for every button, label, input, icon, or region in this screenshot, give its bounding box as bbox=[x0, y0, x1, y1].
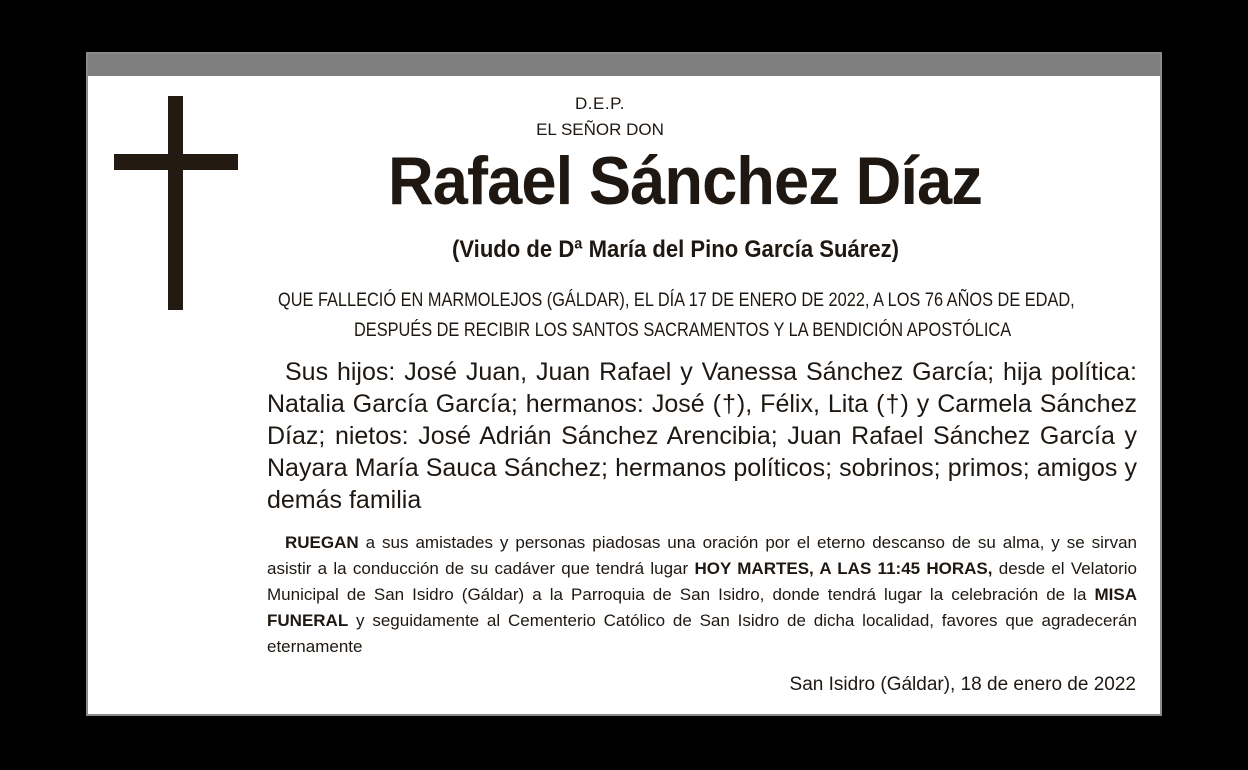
prayer-lead: RUEGAN bbox=[285, 533, 359, 552]
cross-icon bbox=[114, 96, 238, 310]
place-date: San Isidro (Gáldar), 18 de enero de 2022 bbox=[789, 674, 1136, 695]
family-paragraph: Sus hijos: José Juan, Juan Rafael y Vanessa Sánchez García; hija política: Natalia García García; hermanos: José (†), Félix, Lita (†) y Carmela Sánchez Díaz; nietos: José Adrián Sánchez Arencibia; Juan Rafael Sánchez García y Nayara María Sauca Sánchez; hermanos políticos; sobrinos; primos; amigos y demás familia bbox=[267, 358, 1137, 514]
prayer-text-3: y seguidamente al Cementerio Católico de San Isidro de dicha localidad, favores que agradecerán eternamente bbox=[267, 611, 1137, 656]
funeral-mass: MISA FUNERAL bbox=[267, 585, 1137, 630]
prayer-text-2: desde el Velatorio Municipal de San Isidro (Gáldar) a la Parroquia de San Isidro, donde tendrá lugar la celebración de la bbox=[267, 559, 1137, 604]
deceased-name: Rafael Sánchez Díaz bbox=[388, 143, 982, 219]
obituary-card bbox=[86, 52, 1162, 716]
top-bar bbox=[88, 54, 1160, 76]
dep-label: D.E.P. bbox=[575, 94, 625, 113]
widow-line: (Viudo de Dª María del Pino García Suárez) bbox=[452, 236, 900, 263]
honorific: EL SEÑOR DON bbox=[536, 120, 664, 139]
prayer-paragraph bbox=[267, 530, 1137, 660]
service-time: HOY MARTES, A LAS 11:45 HORAS, bbox=[694, 559, 993, 578]
death-line-2: DESPUÉS DE RECIBIR LOS SANTOS SACRAMENTOS Y LA BENDICIÓN APOSTÓLICA bbox=[354, 320, 1012, 341]
prayer-text-1: a sus amistades y personas piadosas una oración por el eterno descanso de su alma, y se sirvan asistir a la conducción de su cadáver que tendrá lugar bbox=[267, 533, 1137, 578]
death-line-1: QUE FALLECIÓ EN MARMOLEJOS (GÁLDAR), EL DÍA 17 DE ENERO DE 2022, A LOS 76 AÑOS DE EDAD, bbox=[278, 290, 1075, 311]
